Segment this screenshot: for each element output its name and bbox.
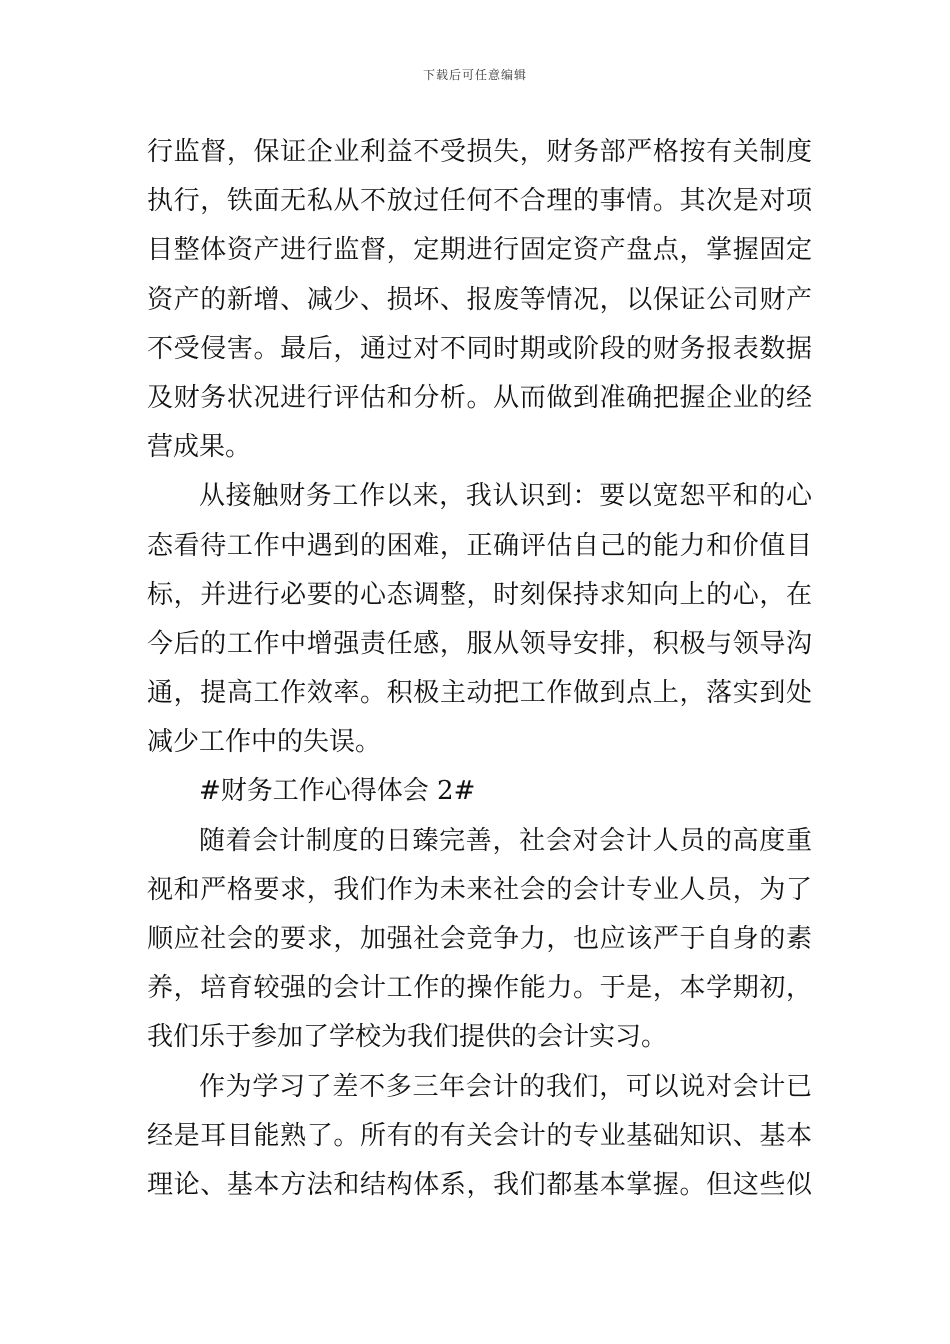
text-line: 目整体资产进行监督，定期进行固定资产盘点，掌握固定 xyxy=(147,235,812,266)
text-line: 经是耳目能熟了。所有的有关会计的专业基础知识、基本 xyxy=(147,1120,812,1151)
text-line: 行监督，保证企业利益不受损失，财务部严格按有关制度 xyxy=(147,137,812,167)
body-text xyxy=(147,128,812,1210)
text-line: 资产的新增、减少、损坏、报废等情况，以保证公司财产 xyxy=(147,284,812,315)
text-line: #财务工作心得体会 2# xyxy=(199,776,476,807)
text-line: 减少工作中的失误。 xyxy=(147,727,382,758)
text-line: 我们乐于参加了学校为我们提供的会计实习。 xyxy=(147,1022,668,1053)
text-line: 今后的工作中增强责任感，服从领导安排，积极与领导沟 xyxy=(147,628,812,659)
text-line: 随着会计制度的日臻完善，社会对会计人员的高度重 xyxy=(199,825,812,856)
text-line: 不受侵害。最后，通过对不同时期或阶段的财务报表数据 xyxy=(147,333,812,364)
text-line: 执行，铁面无私从不放过任何不合理的事情。其次是对项 xyxy=(147,186,812,217)
text-line: 视和严格要求，我们作为未来社会的会计专业人员，为了 xyxy=(147,874,812,905)
text-line: 作为学习了差不多三年会计的我们，可以说对会计已 xyxy=(199,1071,812,1102)
text-line: 标，并进行必要的心态调整，时刻保持求知向上的心，在 xyxy=(147,579,812,610)
page-header: 下载后可任意编辑 xyxy=(422,68,527,82)
text-line: 及财务状况进行评估和分析。从而做到准确把握企业的经 xyxy=(147,382,812,413)
text-line: 理论、基本方法和结构体系，我们都基本掌握。但这些似 xyxy=(147,1169,812,1200)
text-line: 顺应社会的要求，加强社会竞争力，也应该严于自身的素 xyxy=(147,924,812,954)
text-line: 从接触财务工作以来，我认识到：要以宽恕平和的心 xyxy=(199,481,812,512)
text-line: 通，提高工作效率。积极主动把工作做到点上，落实到处 xyxy=(147,678,812,709)
text-line: 养，培育较强的会计工作的操作能力。于是，本学期初， xyxy=(147,973,812,1004)
text-line: 营成果。 xyxy=(147,432,252,463)
text-line: 态看待工作中遇到的困难，正确评估自己的能力和价值目 xyxy=(147,530,812,561)
